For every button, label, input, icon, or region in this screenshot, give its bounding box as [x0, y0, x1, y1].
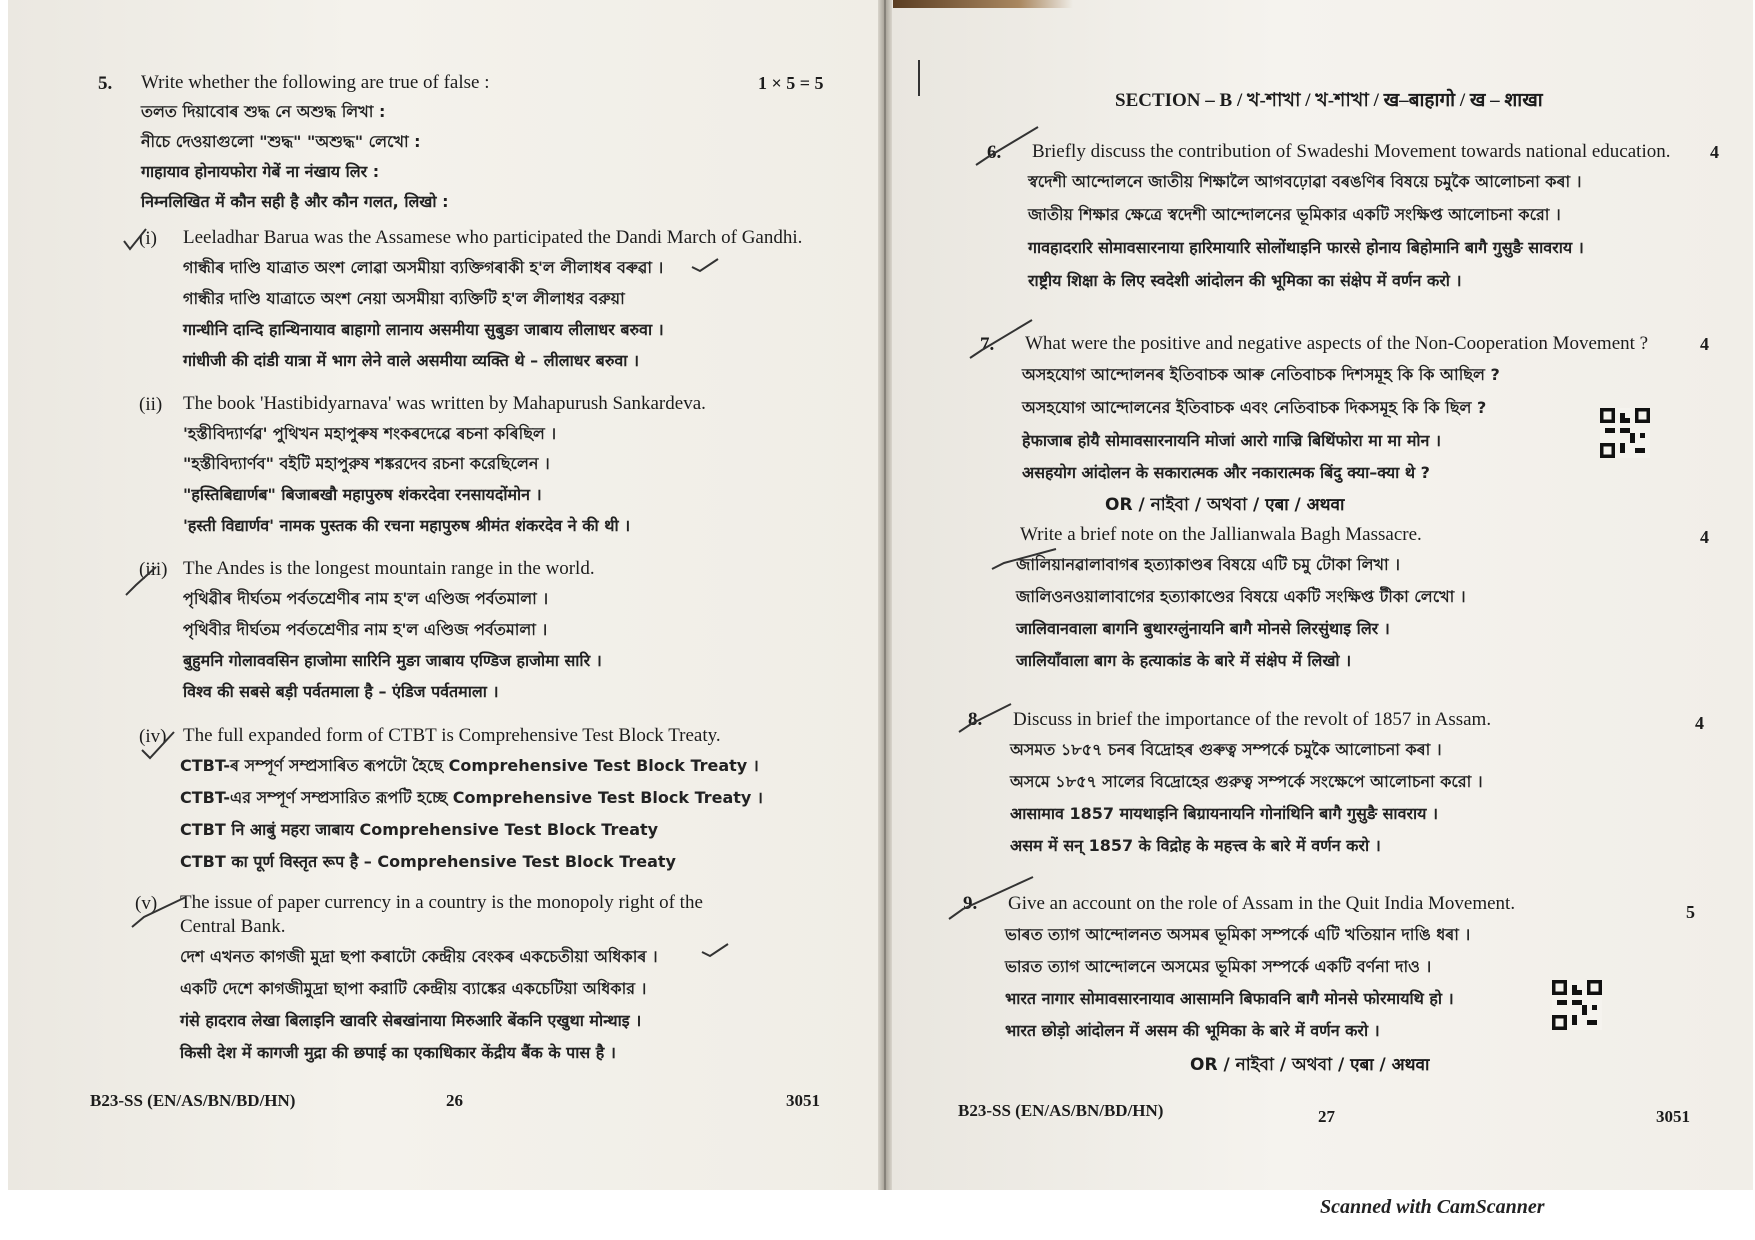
statement-as: গান্ধীৰ দাণ্ডি যাত্ৰাত অংশ লোৱা অসমীয়া ব্যক্তিগৰাকী হ'ল লীলাধৰ বৰুৱা । — [183, 258, 664, 277]
question-text-bn: ভারত ত্যাগ আন্দোলনে অসমের ভূমিকা সম্পর্কে একটি বর্ণনা দাও । — [1005, 957, 1432, 976]
handwritten-tick — [140, 730, 176, 760]
marks-label: 4 — [1695, 713, 1704, 733]
question-text-bn: জাতীয় শিক্ষার ক্ষেত্রে স্বদেশী আন্দোলনের ভূমিকার একটি সংক্ষিপ্ত আলোচনা করো । — [1028, 205, 1561, 224]
handwritten-tick — [955, 700, 1015, 740]
question-number: 6. — [987, 142, 1002, 163]
or-separator: OR / নাইবা / অথবা / एबा / अथवा — [1105, 495, 1345, 515]
qr-code-icon — [1552, 980, 1602, 1030]
marks-label: 4 — [1700, 527, 1709, 547]
statement-bd: बुहुमनि गोलाववसिन हाजोमा सारिनि मुङा जाबाय एण्डिज हाजोमा सारि । — [183, 651, 602, 670]
statement-bn: CTBT-এর সম্পূর্ণ সম্প্রসারিত রূপটি হচ্ছে Comprehensive Test Block Treaty । — [180, 788, 763, 807]
question-number: 7. — [980, 334, 995, 355]
handwritten-tick — [966, 318, 1036, 368]
question-text-bd: जालिवानवाला बागनि बुथारग्लुंनायनि बागै मोनसे लिरसुंथाइ लिर । — [1016, 619, 1390, 638]
handwritten-tick — [945, 875, 1035, 925]
question-text-en: Give an account on the role of Assam in the Quit India Movement. — [1008, 893, 1516, 914]
question-text-bn: জালিওনওয়ালাবাগের হত্যাকাণ্ডের বিষয়ে একটি সংক্ষিপ্ত টীকা লেখো । — [1016, 587, 1466, 606]
question-text-as: ভাৰত ত্যাগ আন্দোলনত অসমৰ ভূমিকা সম্পৰ্কে এটি খতিয়ান দাঙি ধৰা । — [1005, 925, 1471, 944]
statement-number: (ii) — [139, 394, 163, 415]
statement-bd: CTBT नि आबुं महरा जाबाय Comprehensive Test Block Treaty — [180, 820, 659, 839]
question-text-hn: भारत छोड़ो आंदोलन में असम की भूमिका के बारे में वर्णन करो । — [1005, 1021, 1380, 1040]
statement-hn: गांधीजी की दांडी यात्रा में भाग लेने वाले असमीया व्यक्ति थे – लीलाधर बरुवा । — [183, 351, 640, 370]
statement-bn: গান্ধীর দাণ্ডি যাত্রাতে অংশ নেয়া অসমীয়া ব্যক্তিটি হ'ল লীলাধর বরুয়া — [183, 289, 625, 308]
statement-en-continued: Central Bank. — [180, 916, 286, 937]
binding-mark — [918, 60, 920, 96]
booklet-number: 3051 — [1656, 1107, 1690, 1126]
or-separator: OR / নাইবা / অথবা / एबा / अथवा — [1190, 1055, 1430, 1075]
question-text-hn: असहयोग आंदोलन के सकारात्मक और नकारात्मक बिंदु क्या–क्या थे ? — [1022, 463, 1430, 482]
statement-en: The book 'Hastibidyarnava' was written by Mahapurush Sankardeva. — [183, 393, 706, 414]
question-text-en: Briefly discuss the contribution of Swadeshi Movement towards national education. — [1032, 141, 1671, 162]
statement-bd: गान्धीनि दान्दि हान्थिनायाव बाहागो लानाय असमीया सुबुङा जाबाय लीलाधर बरुवा । — [183, 320, 664, 339]
question-number: 9. — [963, 893, 978, 914]
statement-number: (i) — [139, 228, 157, 249]
question-text-as: জালিয়ানৱালাবাগৰ হত্যাকাণ্ডৰ বিষয়ে এটি চমু টোকা লিখা । — [1016, 555, 1400, 574]
booklet-number: 3051 — [786, 1091, 820, 1110]
question-text-bd: आसामाव 1857 मायथाइनि बिग्रायनायनि गोनांथिनि बागै गुसुङै सावराय । — [1010, 804, 1439, 823]
binding-shadow — [893, 0, 1073, 8]
handwritten-tick — [972, 125, 1042, 175]
marks-label: 1 × 5 = 5 — [758, 73, 824, 93]
question-text-bd: भारत नागार सोमावसारनायाव आसामनि बिफावनि बागै मोनसे फोरमायथि हो । — [1005, 989, 1454, 1008]
handwritten-tick — [122, 565, 158, 605]
camscanner-watermark: Scanned with CamScanner — [1320, 1196, 1545, 1218]
statement-bn: পৃথিবীর দীর্ঘতম পর্বতশ্রেণীর নাম হ'ল এণ্ডিজ পর্বতমালা । — [183, 620, 548, 639]
marks-label: 4 — [1710, 142, 1719, 162]
marks-label: 4 — [1700, 334, 1709, 354]
statement-bn: "হস্তীবিদ্যার্ণব" বইটি মহাপুরুষ শঙ্করদেব রচনা করেছিলেন । — [183, 454, 550, 473]
statement-hn: विश्व की सबसे बड़ी पर्वतमाला है – एंडिज पर्वतमाला । — [183, 682, 499, 701]
handwritten-tick — [990, 545, 1060, 575]
question-text-as: তলত দিয়াবোৰ শুদ্ধ নে অশুদ্ধ লিখা : — [141, 102, 386, 121]
statement-bd: "हस्तिबिद्यार्णब" बिजाबखौ महापुरुष शंकरदेवा रनसायदोंमोन । — [183, 485, 542, 504]
section-heading: SECTION – B / খ-শাখা / খ-শাখা / ख–बाहागो / ख – शाखा — [1115, 90, 1543, 111]
handwritten-tick — [120, 225, 150, 255]
question-text-hn: निम्नलिखित में कौन सही है और कौन गलत, लिखो : — [141, 192, 449, 211]
question-text-as: অসমত ১৮৫৭ চনৰ বিদ্ৰোহৰ গুৰুত্ব সম্পৰ্কে চমুকৈ আলোচনা কৰা । — [1010, 740, 1442, 759]
handwritten-tick — [128, 895, 188, 935]
question-text-hn: जालियाँवाला बाग के हत्याकांड के बारे में संक्षेप में लिखो । — [1016, 651, 1352, 670]
question-number: 8. — [968, 709, 983, 730]
question-number: 5. — [98, 73, 113, 94]
qr-code-icon — [1600, 408, 1650, 458]
question-text-en: Discuss in brief the importance of the revolt of 1857 in Assam. — [1013, 709, 1492, 730]
question-text-hn: राष्ट्रीय शिक्षा के लिए स्वदेशी आंदोलन की भूमिका का संक्षेप में वर्णन करो । — [1028, 271, 1462, 290]
question-text-bn: অসহযোগ আন্দোলনের ইতিবাচক এবং নেতিবাচক দিকসমূহ কি কি ছিল ? — [1022, 398, 1487, 417]
statement-as: পৃথিৱীৰ দীৰ্ঘতম পৰ্বতশ্ৰেণীৰ নাম হ'ল এণ্ডিজ পৰ্বতমালা । — [183, 589, 549, 608]
statement-hn: 'हस्ती विद्यार्णव' नामक पुस्तक की रचना महापुरुष श्रीमंत शंकरदेव ने की थी । — [183, 516, 631, 535]
question-text-en: What were the positive and negative aspects of the Non-Cooperation Movement ? — [1025, 333, 1649, 354]
marks-label: 5 — [1686, 902, 1695, 922]
statement-en: The issue of paper currency in a country is the monopoly right of the — [180, 892, 703, 913]
question-text-as: স্বদেশী আন্দোলনে জাতীয় শিক্ষালৈ আগবঢ়োৱা বৰঙণিৰ বিষয়ে চমুকৈ আলোচনা কৰা । — [1028, 172, 1582, 191]
statement-en: The full expanded form of CTBT is Comprehensive Test Block Treaty. — [183, 725, 721, 746]
statement-number: (iv) — [139, 726, 167, 747]
question-text-bn: অসমে ১৮৫৭ সালের বিদ্রোহের গুরুত্ব সম্পর্কে সংক্ষেপে আলোচনা করো । — [1010, 772, 1483, 791]
statement-en: Leeladhar Barua was the Assamese who participated the Dandi March of Gandhi. — [183, 227, 803, 248]
statement-as: CTBT-ৰ সম্পূৰ্ণ সম্প্ৰসাৰিত ৰূপটো হৈছে Comprehensive Test Block Treaty । — [180, 756, 759, 775]
question-text-bd: गावहादरारि सोमावसारनाया हारिमायारि सोलोंथाइनि फारसे होनाय बिहोमानि बागै गुसुङै सावराय । — [1028, 238, 1584, 257]
book-gutter — [878, 0, 892, 1190]
statement-number: (iii) — [139, 559, 168, 580]
question-text-bd: गाहायाव होनायफोरा गेबें ना नंखाय लिर : — [141, 162, 380, 181]
statement-bd: गंसे हादराव लेखा बिलाइनि खावरि सेबखांनाया मिरुआरि बेंकनि एखुथा मोन्थाइ । — [180, 1011, 642, 1030]
statement-as: দেশ এখনত কাগজী মুদ্ৰা ছপা কৰাটো কেন্দ্ৰীয় বেংকৰ একচেতীয়া অধিকাৰ । — [180, 947, 658, 966]
page-number: 27 — [1318, 1107, 1335, 1126]
statement-bn: একটি দেশে কাগজীমুদ্রা ছাপা করাটি কেন্দ্রীয় ব্যাঙ্কের একচেটিয়া অধিকার । — [180, 979, 647, 998]
question-text-as: অসহযোগ আন্দোলনৰ ইতিবাচক আৰু নেতিবাচক দিশসমূহ কি কি আছিল ? — [1022, 365, 1500, 384]
statement-number: (v) — [135, 893, 158, 914]
question-text-hn: असम में सन् 1857 के विद्रोह के महत्त्व के बारे में वर्णन करो । — [1010, 836, 1381, 855]
statement-as: 'হস্তীবিদ্যাৰ্ণৱ' পুথিখন মহাপুৰুষ শংকৰদেৱে ৰচনা কৰিছিল । — [183, 424, 557, 443]
paper-code: B23-SS (EN/AS/BN/BD/HN) — [90, 1091, 296, 1110]
statement-en: The Andes is the longest mountain range in the world. — [183, 558, 595, 579]
statement-hn: किसी देश में कागजी मुद्रा की छपाई का एकाधिकार केंद्रीय बैंक के पास है । — [180, 1043, 616, 1062]
page-number: 26 — [446, 1091, 463, 1110]
question-text-bd: हेफाजाब होयै सोमावसारनायनि मोजां आरो गाज्रि बिथिंफोरा मा मा मोन । — [1022, 431, 1442, 450]
question-text-en: Write whether the following are true of false : — [141, 72, 490, 93]
paper-code: B23-SS (EN/AS/BN/BD/HN) — [958, 1101, 1164, 1120]
handwritten-tick — [700, 940, 730, 960]
handwritten-tick — [690, 255, 720, 275]
statement-hn: CTBT का पूर्ण विस्तृत रूप है – Comprehensive Test Block Treaty — [180, 852, 676, 871]
question-text-en: Write a brief note on the Jallianwala Bagh Massacre. — [1020, 524, 1422, 545]
question-text-bn: নীচে দেওয়াগুলো "শুদ্ধ" "অশুদ্ধ" লেখো : — [141, 132, 421, 151]
